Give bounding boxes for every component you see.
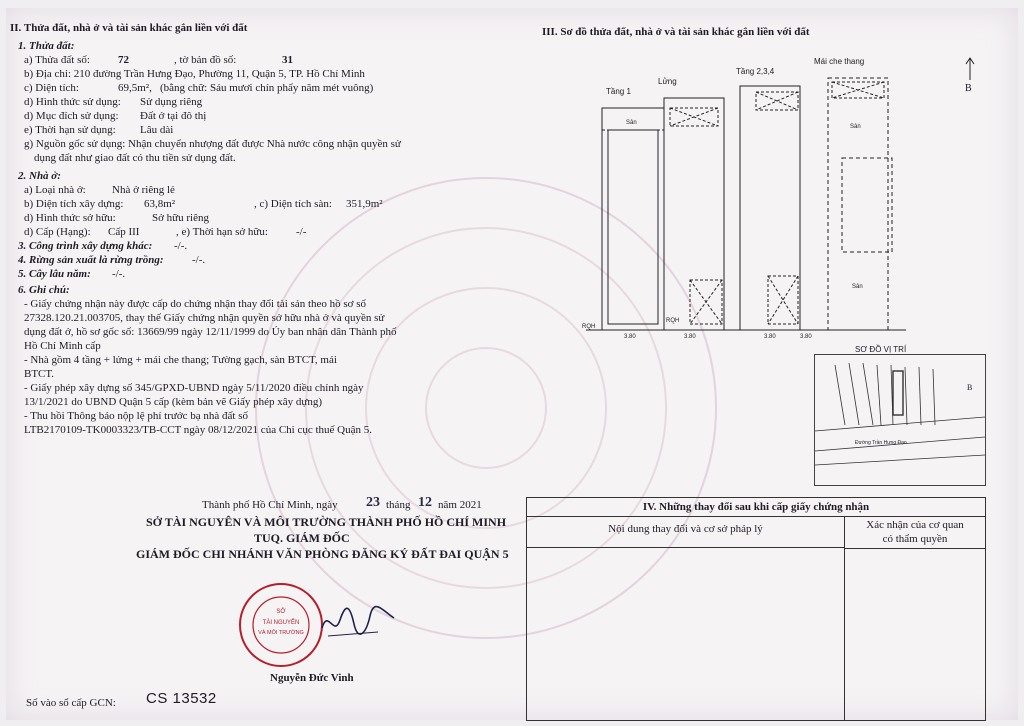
director-title: GIÁM ĐỐC CHI NHÁNH VĂN PHÒNG ĐĂNG KÝ ĐẤT ĐAI QUẬN 5 — [136, 547, 509, 561]
trees-value: -/-. — [112, 268, 126, 280]
floor-label-1: Tầng 1 — [606, 87, 631, 96]
area-label: c) Diện tích: — [24, 82, 79, 94]
floor-plan-diagram — [546, 48, 986, 348]
construction-heading: 3. Công trình xây dựng khác: — [18, 240, 153, 252]
map-label: , tờ bản đồ số: — [174, 54, 237, 66]
location-sketch — [815, 355, 985, 485]
note-line: LTB2170109-TK0003323/TB-CCT ngày 08/12/2021 của Chi cục thuế Quận 5. — [24, 424, 372, 436]
house-type-label: a) Loại nhà ở: — [24, 184, 86, 196]
ownership-label: d) Hình thức sở hữu: — [24, 212, 116, 224]
origin-line-2: dụng đất như giao đất có thu tiền sử dụng đất. — [34, 152, 236, 164]
stamp-line-1: SỞ — [276, 609, 286, 615]
stamp-line-3: VÀ MÔI TRƯỜNG — [258, 630, 304, 636]
construction-value: -/-. — [174, 240, 188, 252]
parcel-label: a) Thửa đất số: — [24, 54, 90, 66]
street-label: Đường Trần Hưng Đạo — [855, 440, 907, 446]
forest-value: -/-. — [192, 254, 206, 266]
changes-col-confirm — [845, 517, 985, 549]
use-form: Sử dụng riêng — [140, 96, 203, 108]
purpose-label: d) Mục đích sử dụng: — [24, 110, 119, 122]
parcel-number: 72 — [118, 54, 129, 66]
rqh-label: RQH — [666, 318, 680, 324]
note-line: dụng đất ở, hồ sơ gốc số: 13669/99 ngày 12/11/1999 do Ủy ban nhân dân Thành phố — [24, 326, 397, 338]
note-line: 27328.120.21.003705, thay thế Giấy chứng nhận quyền sở hữu nhà ở và quyền sử — [24, 312, 385, 324]
certificate-sheet — [6, 8, 1018, 720]
serial-label: Số vào sổ cấp GCN: — [26, 697, 116, 709]
official-stamp — [238, 582, 324, 668]
origin-line-1: g) Nguồn gốc sử dụng: Nhận chuyển nhượng đất được Nhà nước công nhận quyền sử — [24, 138, 401, 150]
date-month: 12 — [418, 495, 432, 510]
north-label: B — [967, 383, 973, 392]
house-type: Nhà ở riêng lẻ — [112, 184, 175, 196]
land-heading: 1. Thửa đất: — [18, 40, 75, 52]
changes-title: IV. Những thay đổi sau khi cấp giấy chứng nhận — [527, 498, 985, 517]
month-label: tháng — [386, 499, 411, 511]
note-line: 13/1/2021 do UBND Quận 5 cấp (kèm bản vẽ Giấy phép xây dựng) — [24, 396, 323, 408]
area-words: (bằng chữ: Sáu mươi chín phẩy năm mét vuông) — [160, 82, 374, 94]
floor-label-2: Lửng — [658, 77, 677, 86]
built-area: 63,8m² — [144, 198, 176, 210]
area-value: 69,5m², — [118, 82, 152, 94]
note-line: - Thu hồi Thông báo nộp lệ phí trước bạ nhà đất số — [24, 410, 249, 422]
serial-number: CS 13532 — [146, 690, 217, 707]
forest-heading: 4. Rừng sản xuất là rừng trồng: — [18, 254, 164, 266]
dim-label: 3.80 — [624, 334, 636, 340]
built-area-label: b) Diện tích xây dựng: — [24, 198, 124, 210]
grade: Cấp III — [108, 226, 140, 238]
dim-label: 3.80 — [764, 334, 776, 340]
trees-heading: 5. Cây lâu năm: — [18, 268, 91, 280]
note-line: - Giấy chứng nhận này được cấp do chứng nhận thay đổi tài sản theo hồ sơ số — [24, 298, 367, 310]
floor-label-3: Tầng 2,3,4 — [736, 67, 775, 76]
ownership-term-label: , e) Thời hạn sở hữu: — [176, 226, 268, 238]
purpose: Đất ở tại đô thị — [140, 110, 207, 122]
ownership-term: -/- — [296, 226, 307, 238]
signature — [318, 598, 398, 644]
date-year: năm 2021 — [438, 499, 482, 511]
section-iii-title: III. Sơ đồ thửa đất, nhà ở và tài sản khác gắn liền với đất — [542, 26, 810, 38]
section-ii-title: II. Thửa đất, nhà ở và tài sản khác gắn liền với đất — [10, 22, 248, 34]
notes-heading: 6. Ghi chú: — [18, 284, 70, 296]
tuq-label: TUQ. GIÁM ĐỐC — [254, 531, 350, 545]
grade-label: d) Cấp (Hạng): — [24, 226, 91, 238]
confirm-line-1: Xác nhận của cơ quan — [866, 519, 964, 531]
stamp-line-2: TÀI NGUYÊN — [262, 620, 300, 626]
north-label: B — [965, 83, 972, 94]
floor-area-label: , c) Diện tích sàn: — [254, 198, 332, 210]
address: b) Địa chỉ: 210 đường Trần Hưng Đạo, Phường 11, Quận 5, TP. Hồ Chí Minh — [24, 68, 365, 80]
agency-name: SỞ TÀI NGUYÊN VÀ MÔI TRƯỜNG THÀNH PHỐ HỒ CHÍ MINH — [146, 515, 507, 529]
date-prefix: Thành phố Hồ Chí Minh, ngày — [202, 499, 338, 511]
house-heading: 2. Nhà ở: — [18, 170, 61, 182]
rqh-label: RQH — [582, 324, 596, 330]
note-line: BTCT. — [24, 368, 55, 380]
signer-name: Nguyễn Đức Vinh — [270, 672, 354, 684]
floor-area: 351,9m² — [346, 198, 383, 210]
term-label: e) Thời hạn sử dụng: — [24, 124, 116, 136]
yard-label: Sân — [852, 284, 863, 290]
yard-label: Sân — [850, 124, 861, 130]
ownership: Sở hữu riêng — [152, 212, 209, 224]
dim-label: 3.80 — [800, 334, 812, 340]
yard-label: Sân — [626, 120, 637, 126]
location-title: SƠ ĐỒ VỊ TRÍ — [855, 345, 907, 354]
use-form-label: d) Hình thức sử dụng: — [24, 96, 121, 108]
date-day: 23 — [366, 495, 380, 510]
dim-label: 3.80 — [684, 334, 696, 340]
note-line: - Giấy phép xây dựng số 345/GPXD-UBND ngày 5/11/2020 điều chỉnh ngày — [24, 382, 364, 394]
note-line: Hồ Chí Minh cấp — [24, 340, 101, 352]
changes-col-content: Nội dung thay đổi và cơ sở pháp lý — [527, 517, 844, 548]
confirm-line-2: có thẩm quyền — [882, 533, 948, 545]
changes-table — [526, 497, 986, 721]
floor-label-4: Mái che thang — [814, 57, 865, 66]
note-line: - Nhà gồm 4 tầng + lửng + mái che thang; Tường gạch, sàn BTCT, mái — [24, 354, 337, 366]
location-map — [814, 345, 986, 486]
map-number: 31 — [282, 54, 293, 66]
term: Lâu dài — [140, 124, 174, 136]
